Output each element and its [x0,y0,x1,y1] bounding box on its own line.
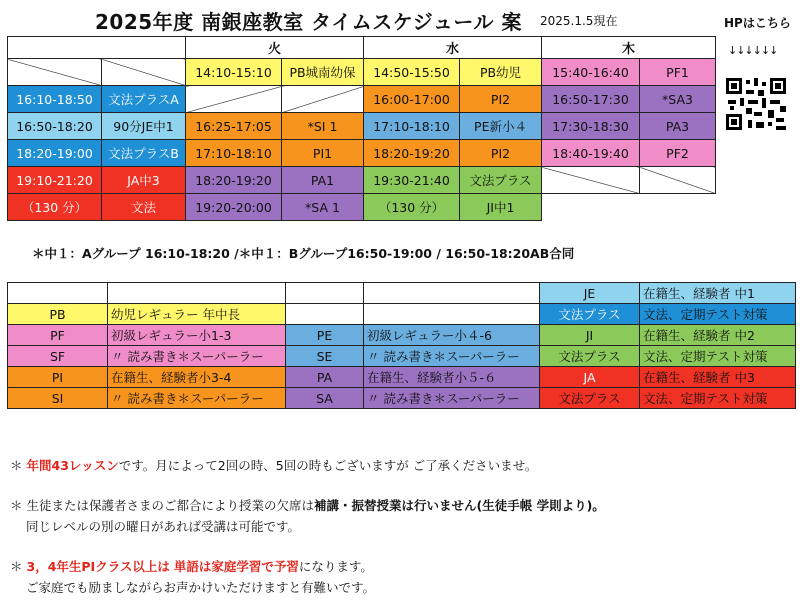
note-highlight: 3，4年生PIクラス以上は [26,559,170,574]
legend-table [7,282,796,409]
time-cell: 16:00-17:00 [364,86,460,113]
time-cell: （130 分） [364,194,460,221]
note-highlight: 年間43レッスン [26,458,119,473]
time-cell: 17:10-18:10 [186,140,282,167]
legend-row [8,325,796,346]
note-text: 。 [592,498,605,513]
note-text: 生徒または保護者さまのご都合により授業の欠席は [26,498,315,513]
empty-cell [542,167,640,194]
class-cell: 90分JE中1 [102,113,186,140]
legend-desc: 文法、定期テスト対策 [640,346,796,367]
legend-desc: 〃 読み書き＊スーパーラー [108,346,286,367]
class-cell: PB城南幼保 [282,59,364,86]
legend-code: 文法プラス [540,346,640,367]
time-cell: 19:30-21:40 [364,167,460,194]
note-absence [10,496,605,514]
legend-code: PI [8,367,108,388]
class-cell: JI中1 [460,194,542,221]
legend-code: JI [540,325,640,346]
day-header-tue: 火 [186,37,364,59]
schedule-row [8,140,716,167]
time-cell: 18:20-19:00 [8,140,102,167]
time-cell: 18:20-19:20 [364,140,460,167]
legend-desc: 在籍生、経験者 中1 [640,283,796,304]
legend-desc: 〃 読み書き＊スーパーラー [364,346,540,367]
legend-code: SE [286,346,364,367]
time-cell: 15:40-16:40 [542,59,640,86]
time-cell: 18:40-19:40 [542,140,640,167]
class-cell: *SA 1 [282,194,364,221]
class-cell: PI2 [460,140,542,167]
time-cell: 16:10-18:50 [8,86,102,113]
legend-blank [8,283,108,304]
blank-cell [542,194,640,221]
note-vocabulary [10,557,373,575]
time-cell: 14:10-15:10 [186,59,282,86]
note-mark: ＊ [10,559,23,574]
legend-row [8,283,796,304]
schedule-row [8,59,716,86]
time-cell: 17:30-18:30 [542,113,640,140]
legend-code: PF [8,325,108,346]
note-emphasis: 補講・振替授業は行いません(生徒手帳 学則より) [314,498,593,513]
note-lessons [10,456,537,474]
time-cell: 18:20-19:20 [186,167,282,194]
note-vocabulary-line2: ご家庭でも励ましながらお声かけいただけますと有難いです。 [26,580,376,595]
class-cell: PA1 [282,167,364,194]
note-absence-line2: 同じレベルの別の曜日があれば受講は可能です。 [26,519,301,534]
legend-desc: 幼児レギュラー 年中長 [108,304,286,325]
class-cell: 文法プラスB [102,140,186,167]
time-cell: （130 分） [8,194,102,221]
schedule-row [8,167,716,194]
header-blank [8,37,186,59]
class-cell: PA3 [640,113,716,140]
time-cell: 17:10-18:10 [364,113,460,140]
class-cell: *SI 1 [282,113,364,140]
class-cell: 文法 [102,194,186,221]
as-of-date: 2025.1.5現在 [540,14,618,28]
legend-desc: 在籍生、経験者小3-4 [108,367,286,388]
legend-row [8,367,796,388]
legend-code: 文法プラス [540,388,640,409]
hp-label: HPはこちら [724,16,791,30]
day-header-wed: 水 [364,37,542,59]
schedule-table [7,36,716,221]
legend-code: SF [8,346,108,367]
legend-code: PB [8,304,108,325]
time-cell: 19:20-20:00 [186,194,282,221]
legend-blank [364,283,540,304]
qr-code-icon[interactable] [724,76,788,132]
empty-cell [640,167,716,194]
legend-desc: 在籍生、経験者 中2 [640,325,796,346]
note-mark: ＊ [10,498,23,513]
legend-code: SA [286,388,364,409]
legend-blank [108,283,286,304]
class-cell: *SA3 [640,86,716,113]
legend-blank [364,304,540,325]
time-cell: 16:25-17:05 [186,113,282,140]
legend-desc: 初級レギュラー小４-6 [364,325,540,346]
class-cell: PI2 [460,86,542,113]
blank-cell [640,194,716,221]
day-header-thu: 木 [542,37,716,59]
legend-code: JA [540,367,640,388]
empty-cell [186,86,282,113]
class-cell: JA中3 [102,167,186,194]
class-cell: PF1 [640,59,716,86]
legend-code: PE [286,325,364,346]
class-cell: PF2 [640,140,716,167]
class-cell: PI1 [282,140,364,167]
note-mark: ＊ [10,458,23,473]
legend-desc: 在籍生、経験者 中3 [640,367,796,388]
legend-code: PA [286,367,364,388]
class-cell: PB幼児 [460,59,542,86]
legend-code: 文法プラス [540,304,640,325]
empty-cell [8,59,102,86]
time-cell: 16:50-18:20 [8,113,102,140]
legend-row [8,388,796,409]
legend-desc: 文法、定期テスト対策 [640,304,796,325]
time-cell: 14:50-15:50 [364,59,460,86]
note-text: です。月によって2回の時、5回の時もございますが ご了承くださいませ。 [118,458,538,473]
class-cell: 文法プラス [460,167,542,194]
legend-desc: 初級レギュラー小1-3 [108,325,286,346]
class-cell: 文法プラスA [102,86,186,113]
note-text: になります。 [298,559,373,574]
legend-row [8,304,796,325]
legend-desc: 〃 読み書き＊スーパーラー [108,388,286,409]
group-note: ＊中１：Aグループ 16:10-18:20 /＊中１：Bグループ16:50-19:00 / 16:50-18:20AB合同 [32,246,575,261]
empty-cell [282,86,364,113]
time-cell: 19:10-21:20 [8,167,102,194]
legend-desc: 在籍生、経験者小５-６ [364,367,540,388]
schedule-row [8,113,716,140]
legend-code: JE [540,283,640,304]
page-title: 2025年度 南銀座教室 タイムスケジュール 案 [95,10,522,34]
day-header-row [8,37,716,59]
schedule-row [8,194,716,221]
note-highlight: 単語は家庭学習で予習 [173,559,299,574]
legend-code: SI [8,388,108,409]
schedule-row [8,86,716,113]
legend-row [8,346,796,367]
legend-desc: 文法、定期テスト対策 [640,388,796,409]
legend-blank [286,283,364,304]
legend-blank [286,304,364,325]
down-arrows: ↓↓↓↓↓↓ [728,44,778,57]
class-cell: PE新小４ [460,113,542,140]
legend-desc: 〃 読み書き＊スーパーラー [364,388,540,409]
empty-cell [102,59,186,86]
time-cell: 16:50-17:30 [542,86,640,113]
